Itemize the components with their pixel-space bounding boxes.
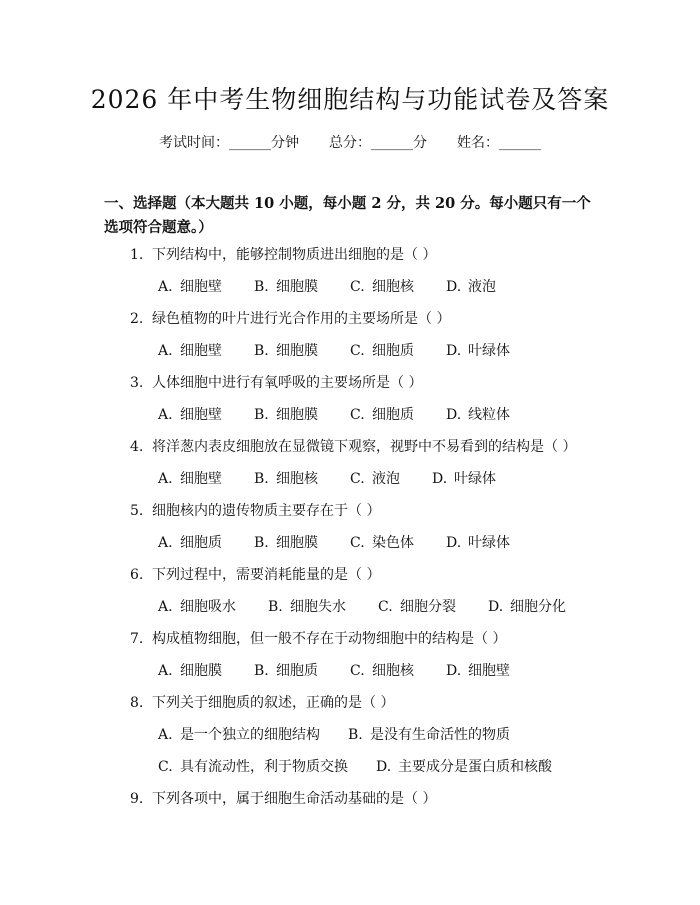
question-text: 下列结构中，能够控制物质进出细胞的是（ ） bbox=[152, 247, 437, 263]
option-b: B. 是没有生命活性的物质 bbox=[348, 727, 510, 743]
question-4 bbox=[130, 436, 576, 456]
option-a: A. 细胞壁 bbox=[158, 343, 222, 359]
question-1-options bbox=[158, 276, 496, 296]
question-2-options bbox=[158, 340, 510, 360]
question-9 bbox=[130, 788, 436, 808]
question-3-options bbox=[158, 404, 510, 424]
option-d: D. 细胞分化 bbox=[488, 599, 566, 615]
question-number: 1. bbox=[130, 247, 144, 263]
question-4-options bbox=[158, 468, 496, 488]
option-a: A. 细胞壁 bbox=[158, 279, 222, 295]
option-c: C. 具有流动性，利于物质交换 bbox=[158, 759, 348, 775]
question-number: 6. bbox=[130, 567, 144, 583]
option-c: C. 细胞质 bbox=[350, 343, 414, 359]
option-a: A. 细胞壁 bbox=[158, 471, 222, 487]
question-1 bbox=[130, 244, 436, 264]
option-b: B. 细胞膜 bbox=[254, 343, 318, 359]
option-a: A. 是一个独立的细胞结构 bbox=[158, 727, 320, 743]
question-number: 2. bbox=[130, 311, 144, 327]
option-d: D. 主要成分是蛋白质和核酸 bbox=[376, 759, 552, 775]
question-text: 构成植物细胞，但一般不存在于动物细胞中的结构是（ ） bbox=[152, 631, 507, 647]
question-number: 7. bbox=[130, 631, 144, 647]
option-d: D. 叶绿体 bbox=[446, 343, 510, 359]
question-6 bbox=[130, 564, 380, 584]
exam-meta bbox=[0, 132, 700, 152]
option-a: A. 细胞壁 bbox=[158, 407, 222, 423]
question-text: 人体细胞中进行有氧呼吸的主要场所是（ ） bbox=[152, 375, 423, 391]
option-b: B. 细胞膜 bbox=[254, 535, 318, 551]
option-b: B. 细胞失水 bbox=[268, 599, 346, 615]
question-2 bbox=[130, 308, 450, 328]
question-8-options-row2 bbox=[158, 756, 552, 776]
option-c: C. 细胞质 bbox=[350, 407, 414, 423]
question-3 bbox=[130, 372, 422, 392]
option-a: A. 细胞质 bbox=[158, 535, 222, 551]
exam-score-label: 总分：______分 bbox=[329, 135, 427, 151]
question-text: 将洋葱内表皮细胞放在显微镜下观察，视野中不易看到的结构是（ ） bbox=[152, 439, 577, 455]
question-text: 下列过程中，需要消耗能量的是（ ） bbox=[152, 567, 381, 583]
option-c: C. 细胞分裂 bbox=[378, 599, 456, 615]
question-6-options bbox=[158, 596, 566, 616]
exam-name-label: 姓名：______ bbox=[457, 135, 541, 151]
option-d: D. 叶绿体 bbox=[432, 471, 496, 487]
question-8 bbox=[130, 692, 394, 712]
option-c: C. 细胞核 bbox=[350, 279, 414, 295]
option-d: D. 叶绿体 bbox=[446, 535, 510, 551]
option-c: C. 细胞核 bbox=[350, 663, 414, 679]
question-text: 下列各项中，属于细胞生命活动基础的是（ ） bbox=[152, 791, 437, 807]
question-number: 3. bbox=[130, 375, 144, 391]
question-number: 4. bbox=[130, 439, 144, 455]
exam-time-label: 考试时间：______分钟 bbox=[159, 135, 299, 151]
question-5 bbox=[130, 500, 380, 520]
option-d: D. 细胞壁 bbox=[446, 663, 510, 679]
question-8-options-row1 bbox=[158, 724, 510, 744]
question-text: 绿色植物的叶片进行光合作用的主要场所是（ ） bbox=[152, 311, 451, 327]
question-7 bbox=[130, 628, 506, 648]
option-b: B. 细胞核 bbox=[254, 471, 318, 487]
option-d: D. 液泡 bbox=[446, 279, 496, 295]
option-b: B. 细胞质 bbox=[254, 663, 318, 679]
question-number: 8. bbox=[130, 695, 144, 711]
option-a: A. 细胞吸水 bbox=[158, 599, 236, 615]
question-number: 5. bbox=[130, 503, 144, 519]
question-7-options bbox=[158, 660, 510, 680]
option-d: D. 线粒体 bbox=[446, 407, 510, 423]
question-number: 9. bbox=[130, 791, 144, 807]
option-c: C. 染色体 bbox=[350, 535, 414, 551]
option-b: B. 细胞膜 bbox=[254, 279, 318, 295]
option-b: B. 细胞膜 bbox=[254, 407, 318, 423]
page-title: 2026 年中考生物细胞结构与功能试卷及答案 bbox=[90, 85, 610, 114]
option-a: A. 细胞膜 bbox=[158, 663, 222, 679]
question-5-options bbox=[158, 532, 510, 552]
section-heading: 一、选择题（本大题共 10 小题，每小题 2 分，共 20 分。每小题只有一个选项符合题意。） bbox=[104, 195, 591, 236]
question-text: 下列关于细胞质的叙述，正确的是（ ） bbox=[152, 695, 395, 711]
option-c: C. 液泡 bbox=[350, 471, 400, 487]
question-text: 细胞核内的遗传物质主要存在于（ ） bbox=[152, 503, 381, 519]
